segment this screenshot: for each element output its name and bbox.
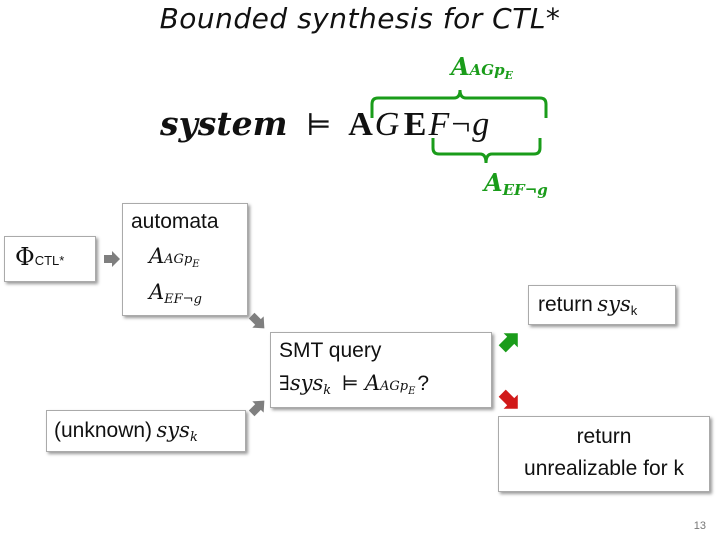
- unreal-line2: unrealizable for k: [524, 457, 684, 480]
- automata-AEFng-sub: EF¬g: [164, 292, 202, 307]
- smt-sys: sys: [289, 371, 324, 395]
- arrow-unknown-to-smt: [246, 395, 270, 419]
- smt-k: k: [323, 383, 332, 398]
- formula-neg-g: ¬g: [449, 106, 490, 143]
- arrow-automata-to-smt: [246, 310, 270, 334]
- return-label: return: [538, 293, 593, 316]
- slide-number: 13: [693, 520, 706, 532]
- automata-heading: automata: [131, 210, 219, 233]
- bottom-brace-sub: EF¬g: [502, 181, 548, 199]
- automata-AGpE-A: A: [149, 244, 165, 268]
- smt-subsub: E: [408, 386, 416, 397]
- bottom-brace-A: A: [484, 168, 503, 197]
- smt-heading: SMT query: [279, 339, 382, 362]
- return-k: k: [630, 303, 638, 318]
- arrow-smt-to-return: [495, 326, 525, 356]
- smt-qmark: ?: [417, 372, 430, 395]
- smt-exists: ∃: [279, 371, 290, 395]
- formula-A: A: [348, 106, 373, 143]
- top-brace-A: A: [451, 52, 470, 81]
- unknown-k: k: [189, 430, 198, 445]
- automata-AEFng-A: A: [149, 280, 165, 304]
- automata-AGpE-sub: AGp: [164, 252, 193, 267]
- arrow-phi-to-automata: [104, 251, 120, 267]
- phi-symbol: Φ: [15, 243, 35, 271]
- smt-models: ⊨: [341, 371, 359, 395]
- arrow-smt-to-unrealizable: [495, 386, 525, 416]
- return-sys: sys: [597, 292, 631, 316]
- smt-A: A: [364, 371, 380, 395]
- formula-system: system: [160, 104, 288, 143]
- top-brace-subsub: E: [504, 69, 513, 82]
- unknown-prefix: (unknown): [54, 419, 153, 442]
- formula-G: G: [374, 106, 400, 143]
- phi-sub: CTL*: [34, 253, 65, 268]
- top-brace-sub: AGp: [469, 61, 505, 79]
- formula-models: ⊨: [305, 108, 332, 143]
- unreal-line1: return: [576, 425, 632, 448]
- smt-sub: AGp: [380, 379, 409, 394]
- slide-title: Bounded synthesis for CTL*: [159, 2, 561, 35]
- automata-AGpE-subsub: E: [192, 259, 200, 270]
- formula-E: E: [403, 106, 427, 143]
- unknown-sys: sys: [156, 418, 190, 442]
- formula-F: F: [428, 106, 450, 143]
